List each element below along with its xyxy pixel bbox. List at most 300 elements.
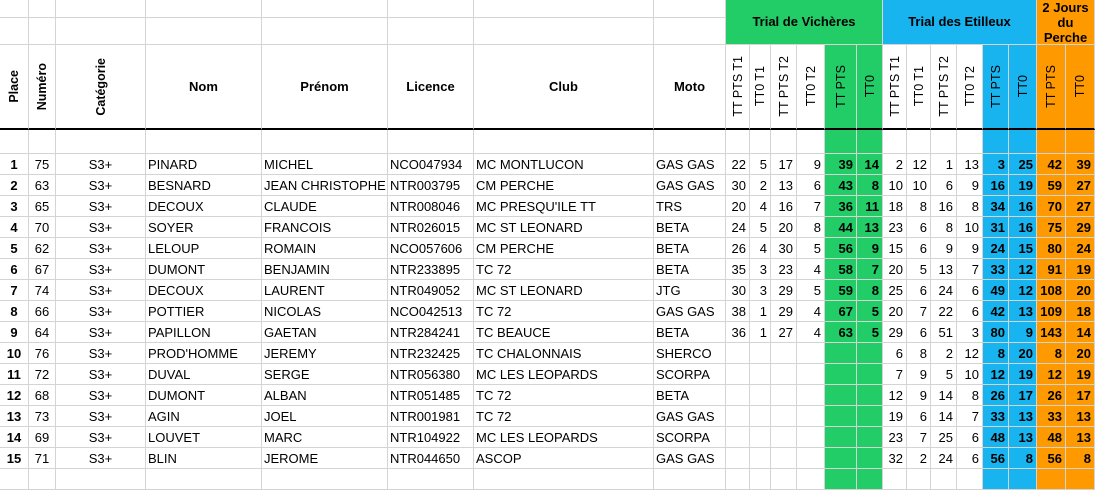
row-licence[interactable]: NTR056380: [388, 364, 474, 385]
score-cell[interactable]: [726, 448, 750, 469]
row-licence[interactable]: NTR044650: [388, 448, 474, 469]
row-numero[interactable]: 75: [29, 154, 56, 175]
empty-cell[interactable]: [388, 0, 474, 18]
row-nom[interactable]: LOUVET: [146, 427, 262, 448]
row-licence[interactable]: NTR003795: [388, 175, 474, 196]
row-club[interactable]: MC LES LEOPARDS: [474, 427, 654, 448]
row-club[interactable]: CM PERCHE: [474, 238, 654, 259]
score-cell[interactable]: 32: [883, 448, 907, 469]
score-cell[interactable]: [857, 364, 883, 385]
row-prenom[interactable]: GAETAN: [262, 322, 388, 343]
score-cell[interactable]: [750, 364, 771, 385]
score-cell[interactable]: 3: [750, 280, 771, 301]
score-cell[interactable]: 17: [1066, 385, 1095, 406]
row-place[interactable]: 13: [0, 406, 29, 427]
empty-cell[interactable]: [907, 469, 931, 490]
row-moto[interactable]: BETA: [654, 259, 726, 280]
score-cell[interactable]: [797, 448, 825, 469]
header-categorie[interactable]: [56, 45, 146, 130]
score-cell[interactable]: 18: [883, 196, 907, 217]
score-cell[interactable]: 20: [1009, 343, 1037, 364]
score-cell[interactable]: 23: [771, 259, 797, 280]
subheader-0-3[interactable]: [797, 45, 825, 130]
score-cell[interactable]: 43: [825, 175, 857, 196]
subheader-1-3[interactable]: [957, 45, 983, 130]
score-cell[interactable]: 9: [907, 385, 931, 406]
row-moto[interactable]: SCORPA: [654, 427, 726, 448]
score-cell[interactable]: 9: [857, 238, 883, 259]
header-numero[interactable]: [29, 45, 56, 130]
score-cell[interactable]: 2: [750, 175, 771, 196]
row-club[interactable]: MC ST LEONARD: [474, 217, 654, 238]
score-cell[interactable]: 30: [726, 280, 750, 301]
score-cell[interactable]: 4: [750, 196, 771, 217]
header-nom[interactable]: [146, 45, 262, 130]
score-cell[interactable]: [825, 448, 857, 469]
score-cell[interactable]: 24: [983, 238, 1009, 259]
row-place[interactable]: 3: [0, 196, 29, 217]
empty-cell[interactable]: [1009, 469, 1037, 490]
score-cell[interactable]: 29: [1066, 217, 1095, 238]
empty-cell[interactable]: [1037, 469, 1066, 490]
empty-cell[interactable]: [0, 0, 29, 18]
score-cell[interactable]: [750, 406, 771, 427]
score-cell[interactable]: [771, 427, 797, 448]
row-numero[interactable]: 71: [29, 448, 56, 469]
score-cell[interactable]: 7: [957, 259, 983, 280]
score-cell[interactable]: 38: [726, 301, 750, 322]
score-cell[interactable]: 12: [1009, 259, 1037, 280]
row-prenom[interactable]: FRANCOIS: [262, 217, 388, 238]
row-cat[interactable]: S3+: [56, 154, 146, 175]
row-place[interactable]: 5: [0, 238, 29, 259]
score-cell[interactable]: 14: [857, 154, 883, 175]
row-numero[interactable]: 72: [29, 364, 56, 385]
row-nom[interactable]: BESNARD: [146, 175, 262, 196]
row-numero[interactable]: 70: [29, 217, 56, 238]
row-club[interactable]: TC 72: [474, 406, 654, 427]
row-place[interactable]: 9: [0, 322, 29, 343]
row-cat[interactable]: S3+: [56, 238, 146, 259]
score-cell[interactable]: 4: [797, 322, 825, 343]
score-cell[interactable]: 13: [1009, 301, 1037, 322]
score-cell[interactable]: 24: [931, 448, 957, 469]
row-prenom[interactable]: NICOLAS: [262, 301, 388, 322]
score-cell[interactable]: 27: [771, 322, 797, 343]
score-cell[interactable]: 2: [883, 154, 907, 175]
score-cell[interactable]: 19: [1009, 175, 1037, 196]
score-cell[interactable]: 16: [771, 196, 797, 217]
score-cell[interactable]: [726, 343, 750, 364]
row-moto[interactable]: TRS: [654, 196, 726, 217]
score-cell[interactable]: 6: [931, 175, 957, 196]
score-cell[interactable]: [857, 448, 883, 469]
row-nom[interactable]: DUMONT: [146, 259, 262, 280]
empty-cell[interactable]: [825, 469, 857, 490]
score-cell[interactable]: 13: [771, 175, 797, 196]
row-club[interactable]: MC ST LEONARD: [474, 280, 654, 301]
score-cell[interactable]: 7: [907, 301, 931, 322]
row-club[interactable]: CM PERCHE: [474, 175, 654, 196]
empty-cell[interactable]: [262, 130, 388, 154]
score-cell[interactable]: 91: [1037, 259, 1066, 280]
row-cat[interactable]: S3+: [56, 280, 146, 301]
score-cell[interactable]: 49: [983, 280, 1009, 301]
row-place[interactable]: 15: [0, 448, 29, 469]
row-prenom[interactable]: ALBAN: [262, 385, 388, 406]
row-numero[interactable]: 63: [29, 175, 56, 196]
empty-cell[interactable]: [29, 469, 56, 490]
empty-cell[interactable]: [262, 18, 388, 45]
score-cell[interactable]: 35: [726, 259, 750, 280]
score-cell[interactable]: 12: [1037, 364, 1066, 385]
score-cell[interactable]: 1: [750, 301, 771, 322]
row-cat[interactable]: S3+: [56, 175, 146, 196]
score-cell[interactable]: 23: [883, 217, 907, 238]
score-cell[interactable]: 6: [957, 301, 983, 322]
empty-cell[interactable]: [146, 469, 262, 490]
score-cell[interactable]: 58: [825, 259, 857, 280]
empty-cell[interactable]: [29, 0, 56, 18]
subheader-0-0[interactable]: [726, 45, 750, 130]
score-cell[interactable]: [825, 364, 857, 385]
row-club[interactable]: TC 72: [474, 385, 654, 406]
subheader-1-4[interactable]: [983, 45, 1009, 130]
row-nom[interactable]: DUMONT: [146, 385, 262, 406]
score-cell[interactable]: [797, 343, 825, 364]
row-licence[interactable]: NTR026015: [388, 217, 474, 238]
score-cell[interactable]: 29: [883, 322, 907, 343]
empty-cell[interactable]: [750, 130, 771, 154]
score-cell[interactable]: [726, 427, 750, 448]
score-cell[interactable]: 15: [883, 238, 907, 259]
row-prenom[interactable]: LAURENT: [262, 280, 388, 301]
score-cell[interactable]: 6: [797, 175, 825, 196]
empty-cell[interactable]: [983, 469, 1009, 490]
row-prenom[interactable]: CLAUDE: [262, 196, 388, 217]
row-moto[interactable]: JTG: [654, 280, 726, 301]
score-cell[interactable]: 8: [983, 343, 1009, 364]
score-cell[interactable]: 3: [957, 322, 983, 343]
score-cell[interactable]: 13: [1009, 427, 1037, 448]
score-cell[interactable]: [750, 343, 771, 364]
score-cell[interactable]: 8: [1037, 343, 1066, 364]
score-cell[interactable]: 17: [771, 154, 797, 175]
row-place[interactable]: 2: [0, 175, 29, 196]
score-cell[interactable]: [857, 385, 883, 406]
empty-cell[interactable]: [0, 18, 29, 45]
header-place[interactable]: [0, 45, 29, 130]
score-cell[interactable]: [726, 406, 750, 427]
score-cell[interactable]: 6: [907, 406, 931, 427]
empty-cell[interactable]: [474, 18, 654, 45]
score-cell[interactable]: 5: [797, 238, 825, 259]
score-cell[interactable]: 56: [1037, 448, 1066, 469]
score-cell[interactable]: 36: [726, 322, 750, 343]
score-cell[interactable]: [857, 406, 883, 427]
empty-cell[interactable]: [797, 469, 825, 490]
score-cell[interactable]: 108: [1037, 280, 1066, 301]
score-cell[interactable]: 16: [983, 175, 1009, 196]
score-cell[interactable]: [857, 343, 883, 364]
score-cell[interactable]: 19: [883, 406, 907, 427]
score-cell[interactable]: 29: [771, 301, 797, 322]
row-cat[interactable]: S3+: [56, 385, 146, 406]
score-cell[interactable]: 11: [857, 196, 883, 217]
empty-cell[interactable]: [474, 0, 654, 18]
score-cell[interactable]: [857, 427, 883, 448]
empty-cell[interactable]: [771, 469, 797, 490]
row-prenom[interactable]: SERGE: [262, 364, 388, 385]
score-cell[interactable]: [771, 448, 797, 469]
subheader-2-1[interactable]: [1066, 45, 1095, 130]
empty-cell[interactable]: [907, 130, 931, 154]
score-cell[interactable]: 13: [931, 259, 957, 280]
group-header-vicheres[interactable]: Trial de Vichères: [726, 0, 883, 45]
row-place[interactable]: 7: [0, 280, 29, 301]
score-cell[interactable]: 56: [983, 448, 1009, 469]
subheader-1-1[interactable]: [907, 45, 931, 130]
row-cat[interactable]: S3+: [56, 196, 146, 217]
empty-cell[interactable]: [771, 130, 797, 154]
row-numero[interactable]: 64: [29, 322, 56, 343]
score-cell[interactable]: 17: [1009, 385, 1037, 406]
score-cell[interactable]: 9: [931, 238, 957, 259]
empty-cell[interactable]: [750, 469, 771, 490]
empty-cell[interactable]: [56, 469, 146, 490]
subheader-1-0[interactable]: [883, 45, 907, 130]
row-nom[interactable]: DECOUX: [146, 196, 262, 217]
score-cell[interactable]: 5: [931, 364, 957, 385]
score-cell[interactable]: 9: [957, 238, 983, 259]
empty-cell[interactable]: [1037, 130, 1066, 154]
score-cell[interactable]: 25: [883, 280, 907, 301]
empty-cell[interactable]: [883, 469, 907, 490]
score-cell[interactable]: [771, 406, 797, 427]
row-nom[interactable]: AGIN: [146, 406, 262, 427]
score-cell[interactable]: 12: [1009, 280, 1037, 301]
score-cell[interactable]: 24: [1066, 238, 1095, 259]
empty-cell[interactable]: [825, 130, 857, 154]
score-cell[interactable]: 6: [957, 427, 983, 448]
score-cell[interactable]: 9: [1009, 322, 1037, 343]
empty-cell[interactable]: [1009, 130, 1037, 154]
empty-cell[interactable]: [0, 130, 29, 154]
score-cell[interactable]: 7: [883, 364, 907, 385]
row-numero[interactable]: 68: [29, 385, 56, 406]
row-licence[interactable]: NTR232425: [388, 343, 474, 364]
score-cell[interactable]: 8: [857, 175, 883, 196]
score-cell[interactable]: 22: [931, 301, 957, 322]
score-cell[interactable]: 4: [797, 259, 825, 280]
empty-cell[interactable]: [29, 130, 56, 154]
score-cell[interactable]: 31: [983, 217, 1009, 238]
score-cell[interactable]: 24: [726, 217, 750, 238]
row-licence[interactable]: NCO057606: [388, 238, 474, 259]
empty-cell[interactable]: [56, 18, 146, 45]
score-cell[interactable]: 27: [1066, 196, 1095, 217]
score-cell[interactable]: [726, 385, 750, 406]
score-cell[interactable]: 4: [750, 238, 771, 259]
header-club[interactable]: [474, 45, 654, 130]
row-nom[interactable]: DUVAL: [146, 364, 262, 385]
score-cell[interactable]: 3: [750, 259, 771, 280]
empty-cell[interactable]: [56, 0, 146, 18]
row-nom[interactable]: PROD'HOMME: [146, 343, 262, 364]
row-numero[interactable]: 65: [29, 196, 56, 217]
score-cell[interactable]: 8: [957, 385, 983, 406]
score-cell[interactable]: 10: [957, 364, 983, 385]
score-cell[interactable]: 20: [771, 217, 797, 238]
row-club[interactable]: TC 72: [474, 301, 654, 322]
row-prenom[interactable]: JEROME: [262, 448, 388, 469]
score-cell[interactable]: 7: [957, 406, 983, 427]
row-club[interactable]: MC PRESQU'ILE TT: [474, 196, 654, 217]
row-place[interactable]: 12: [0, 385, 29, 406]
score-cell[interactable]: [750, 385, 771, 406]
row-moto[interactable]: SHERCO: [654, 343, 726, 364]
row-club[interactable]: ASCOP: [474, 448, 654, 469]
score-cell[interactable]: 14: [1066, 322, 1095, 343]
empty-cell[interactable]: [726, 130, 750, 154]
row-moto[interactable]: BETA: [654, 238, 726, 259]
score-cell[interactable]: [797, 406, 825, 427]
row-moto[interactable]: GAS GAS: [654, 406, 726, 427]
score-cell[interactable]: 19: [1066, 364, 1095, 385]
score-cell[interactable]: 13: [857, 217, 883, 238]
row-place[interactable]: 14: [0, 427, 29, 448]
row-nom[interactable]: BLIN: [146, 448, 262, 469]
score-cell[interactable]: 5: [797, 280, 825, 301]
row-nom[interactable]: SOYER: [146, 217, 262, 238]
score-cell[interactable]: 6: [907, 238, 931, 259]
row-cat[interactable]: S3+: [56, 217, 146, 238]
score-cell[interactable]: 36: [825, 196, 857, 217]
score-cell[interactable]: 20: [883, 301, 907, 322]
score-cell[interactable]: 16: [931, 196, 957, 217]
score-cell[interactable]: 5: [857, 301, 883, 322]
row-cat[interactable]: S3+: [56, 406, 146, 427]
score-cell[interactable]: 6: [907, 280, 931, 301]
score-cell[interactable]: [750, 427, 771, 448]
score-cell[interactable]: 20: [726, 196, 750, 217]
row-moto[interactable]: BETA: [654, 385, 726, 406]
score-cell[interactable]: 6: [907, 217, 931, 238]
row-place[interactable]: 8: [0, 301, 29, 322]
score-cell[interactable]: 10: [907, 175, 931, 196]
empty-cell[interactable]: [0, 469, 29, 490]
score-cell[interactable]: 67: [825, 301, 857, 322]
score-cell[interactable]: 6: [957, 280, 983, 301]
row-licence[interactable]: NCO042513: [388, 301, 474, 322]
score-cell[interactable]: 2: [931, 343, 957, 364]
empty-cell[interactable]: [262, 469, 388, 490]
row-cat[interactable]: S3+: [56, 427, 146, 448]
score-cell[interactable]: 59: [1037, 175, 1066, 196]
empty-cell[interactable]: [857, 130, 883, 154]
group-header-etilleux[interactable]: Trial des Etilleux: [883, 0, 1037, 45]
row-licence[interactable]: NTR001981: [388, 406, 474, 427]
score-cell[interactable]: 9: [907, 364, 931, 385]
row-moto[interactable]: BETA: [654, 217, 726, 238]
row-licence[interactable]: NTR008046: [388, 196, 474, 217]
score-cell[interactable]: 63: [825, 322, 857, 343]
score-cell[interactable]: 10: [957, 217, 983, 238]
empty-cell[interactable]: [654, 469, 726, 490]
score-cell[interactable]: 12: [983, 364, 1009, 385]
empty-cell[interactable]: [931, 469, 957, 490]
empty-cell[interactable]: [957, 469, 983, 490]
score-cell[interactable]: 20: [1066, 343, 1095, 364]
score-cell[interactable]: [750, 448, 771, 469]
score-cell[interactable]: 48: [1037, 427, 1066, 448]
subheader-0-5[interactable]: [857, 45, 883, 130]
score-cell[interactable]: 8: [1066, 448, 1095, 469]
score-cell[interactable]: [825, 385, 857, 406]
score-cell[interactable]: 80: [1037, 238, 1066, 259]
score-cell[interactable]: 13: [957, 154, 983, 175]
score-cell[interactable]: 23: [883, 427, 907, 448]
score-cell[interactable]: 16: [1009, 196, 1037, 217]
row-moto[interactable]: BETA: [654, 322, 726, 343]
score-cell[interactable]: [825, 427, 857, 448]
score-cell[interactable]: 10: [883, 175, 907, 196]
score-cell[interactable]: 7: [907, 427, 931, 448]
score-cell[interactable]: [797, 364, 825, 385]
row-place[interactable]: 11: [0, 364, 29, 385]
row-club[interactable]: TC CHALONNAIS: [474, 343, 654, 364]
row-club[interactable]: TC 72: [474, 259, 654, 280]
row-prenom[interactable]: JEREMY: [262, 343, 388, 364]
row-moto[interactable]: GAS GAS: [654, 448, 726, 469]
row-nom[interactable]: PINARD: [146, 154, 262, 175]
score-cell[interactable]: [797, 385, 825, 406]
score-cell[interactable]: 22: [726, 154, 750, 175]
subheader-2-0[interactable]: [1037, 45, 1066, 130]
score-cell[interactable]: 14: [931, 406, 957, 427]
score-cell[interactable]: 8: [797, 217, 825, 238]
row-nom[interactable]: POTTIER: [146, 301, 262, 322]
score-cell[interactable]: 5: [750, 217, 771, 238]
score-cell[interactable]: 20: [883, 259, 907, 280]
score-cell[interactable]: 75: [1037, 217, 1066, 238]
row-cat[interactable]: S3+: [56, 448, 146, 469]
score-cell[interactable]: 1: [931, 154, 957, 175]
row-moto[interactable]: SCORPA: [654, 364, 726, 385]
score-cell[interactable]: 18: [1066, 301, 1095, 322]
score-cell[interactable]: 19: [1009, 364, 1037, 385]
score-cell[interactable]: 25: [931, 427, 957, 448]
score-cell[interactable]: 42: [1037, 154, 1066, 175]
score-cell[interactable]: 48: [983, 427, 1009, 448]
empty-cell[interactable]: [931, 130, 957, 154]
row-licence[interactable]: NTR051485: [388, 385, 474, 406]
score-cell[interactable]: 33: [983, 406, 1009, 427]
score-cell[interactable]: 16: [1009, 217, 1037, 238]
row-nom[interactable]: LELOUP: [146, 238, 262, 259]
score-cell[interactable]: [771, 385, 797, 406]
score-cell[interactable]: 30: [771, 238, 797, 259]
row-cat[interactable]: S3+: [56, 259, 146, 280]
subheader-0-4[interactable]: [825, 45, 857, 130]
score-cell[interactable]: 13: [1066, 427, 1095, 448]
empty-cell[interactable]: [146, 18, 262, 45]
score-cell[interactable]: 8: [857, 280, 883, 301]
empty-cell[interactable]: [883, 130, 907, 154]
row-prenom[interactable]: BENJAMIN: [262, 259, 388, 280]
empty-cell[interactable]: [474, 130, 654, 154]
score-cell[interactable]: [771, 364, 797, 385]
